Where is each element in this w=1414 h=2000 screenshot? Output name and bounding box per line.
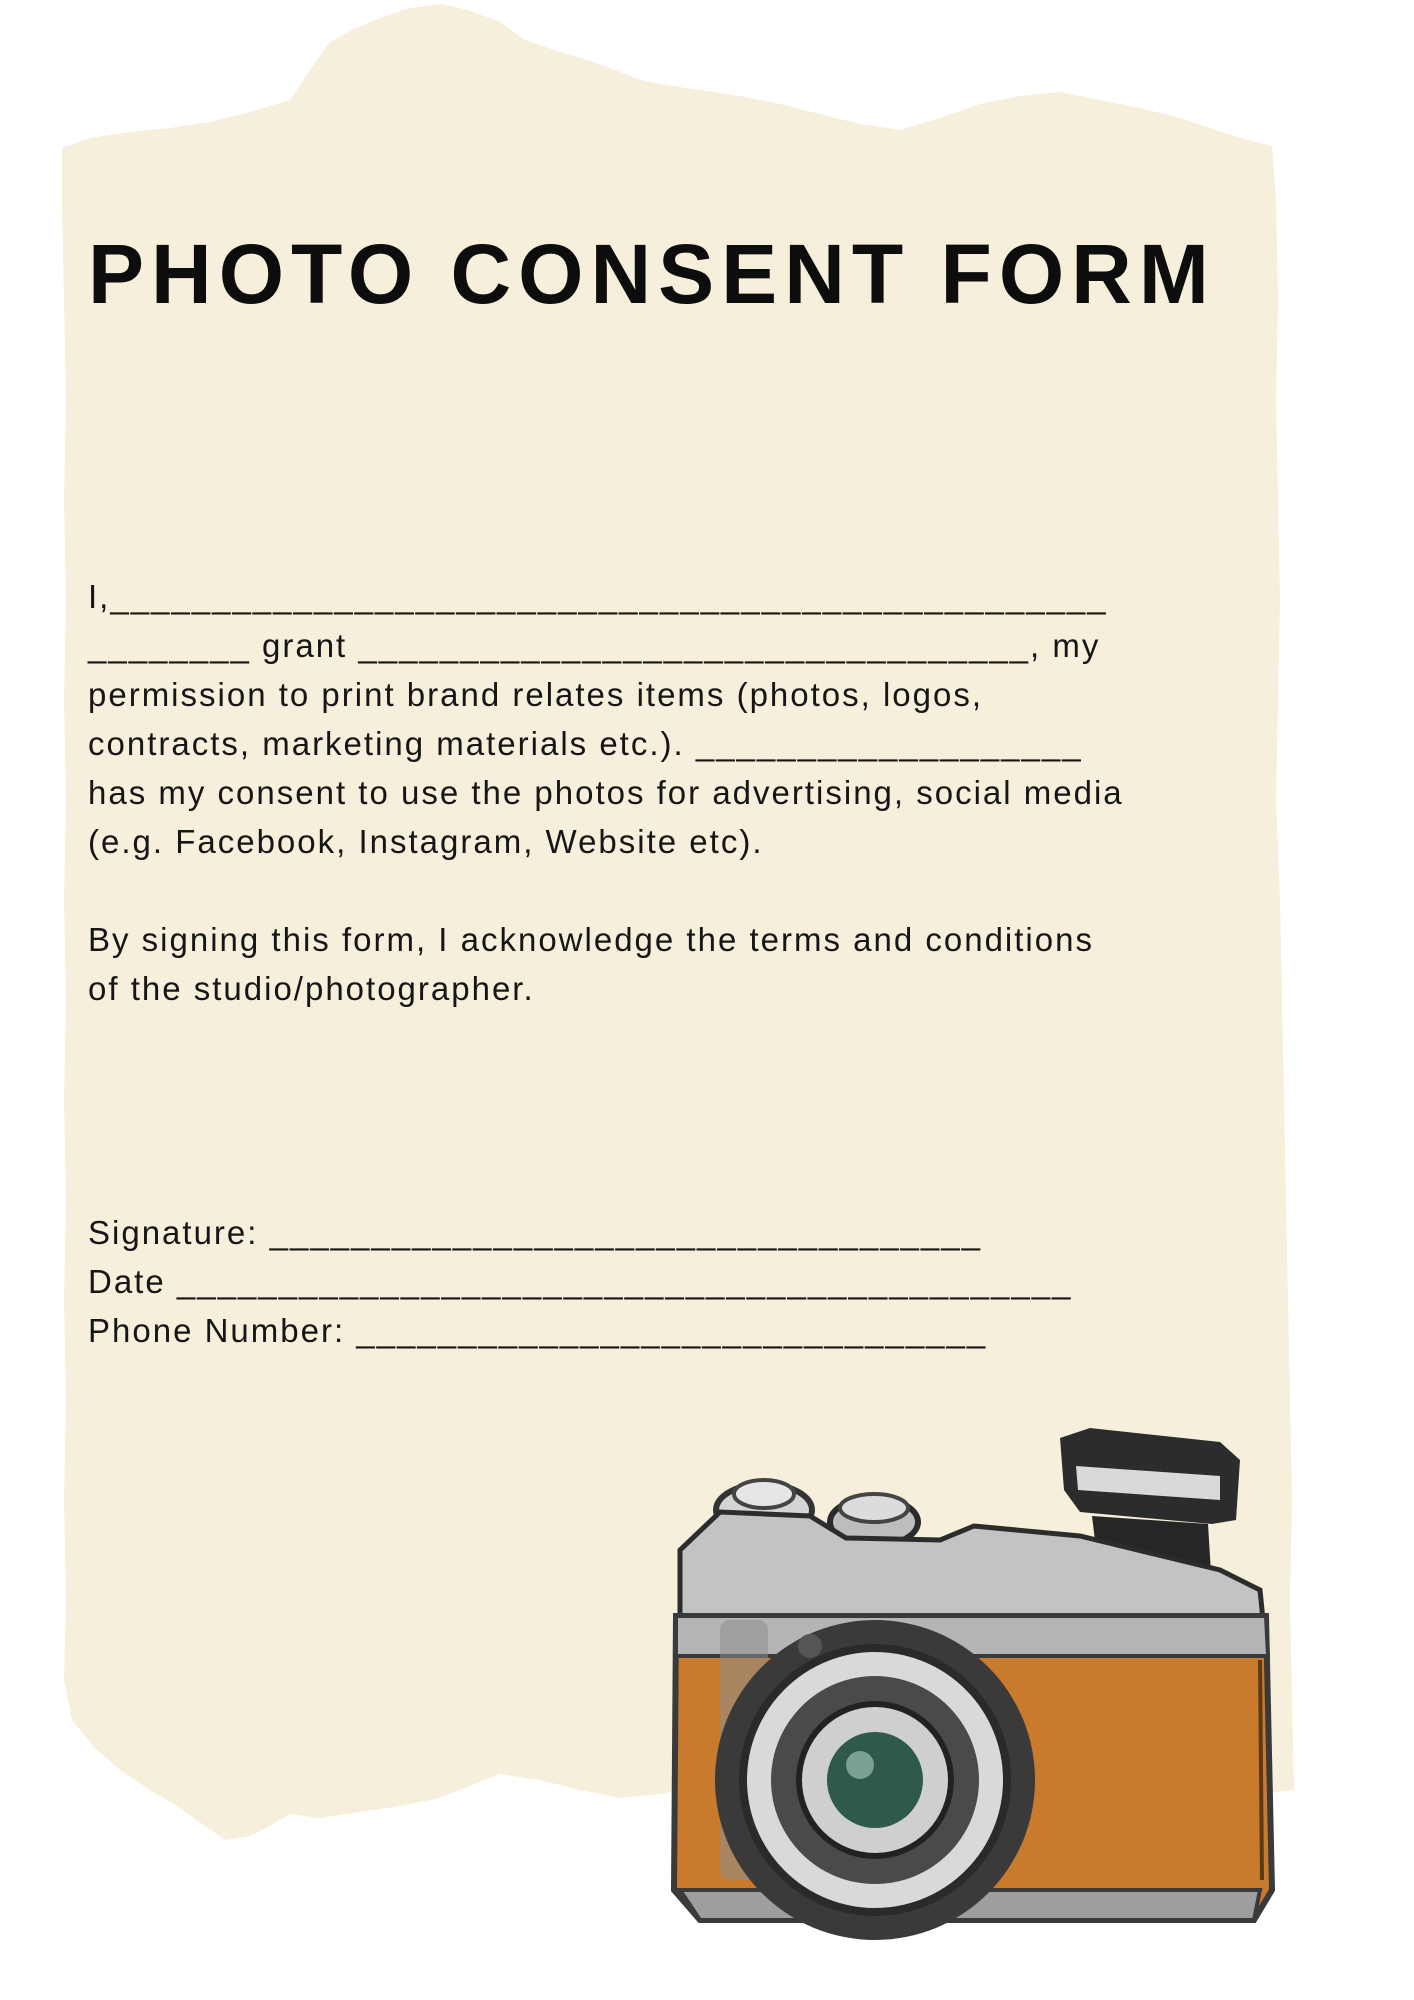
consent-line-3: permission to print brand relates items (photos, logos, bbox=[88, 676, 984, 713]
consent-line-1: I,_________________________________________________ bbox=[88, 578, 1108, 615]
watercolor-camera-icon bbox=[660, 1420, 1290, 1960]
phone-number-field[interactable]: Phone Number: _______________________________ bbox=[88, 1312, 988, 1349]
acknowledgement-paragraph bbox=[88, 915, 1198, 1013]
acknowledgement-line-1: By signing this form, I acknowledge the terms and conditions bbox=[88, 921, 1094, 958]
signature-field[interactable]: Signature: ___________________________________ bbox=[88, 1214, 982, 1251]
consent-body bbox=[88, 572, 1198, 1013]
camera-illustration bbox=[674, 1428, 1272, 1940]
dial-left-cap bbox=[734, 1480, 794, 1508]
date-field[interactable]: Date ____________________________________________ bbox=[88, 1263, 1073, 1300]
lens-glass bbox=[827, 1732, 923, 1828]
button-small bbox=[798, 1634, 822, 1658]
consent-line-5: has my consent to use the photos for advertising, social media bbox=[88, 774, 1124, 811]
lens-highlight bbox=[846, 1751, 874, 1779]
consent-line-4: contracts, marketing materials etc.). ___________________ bbox=[88, 725, 1083, 762]
consent-line-6: (e.g. Facebook, Instagram, Website etc). bbox=[88, 823, 764, 860]
consent-paragraph bbox=[88, 572, 1198, 866]
acknowledgement-line-2: of the studio/photographer. bbox=[88, 970, 535, 1007]
signature-fields bbox=[88, 1208, 1198, 1355]
page-title: PHOTO CONSENT FORM bbox=[88, 227, 1216, 321]
dial-shutter-cap bbox=[840, 1494, 908, 1522]
body-seam bbox=[1260, 1660, 1262, 1880]
consent-line-2: ________ grant _________________________________, my bbox=[88, 627, 1101, 664]
